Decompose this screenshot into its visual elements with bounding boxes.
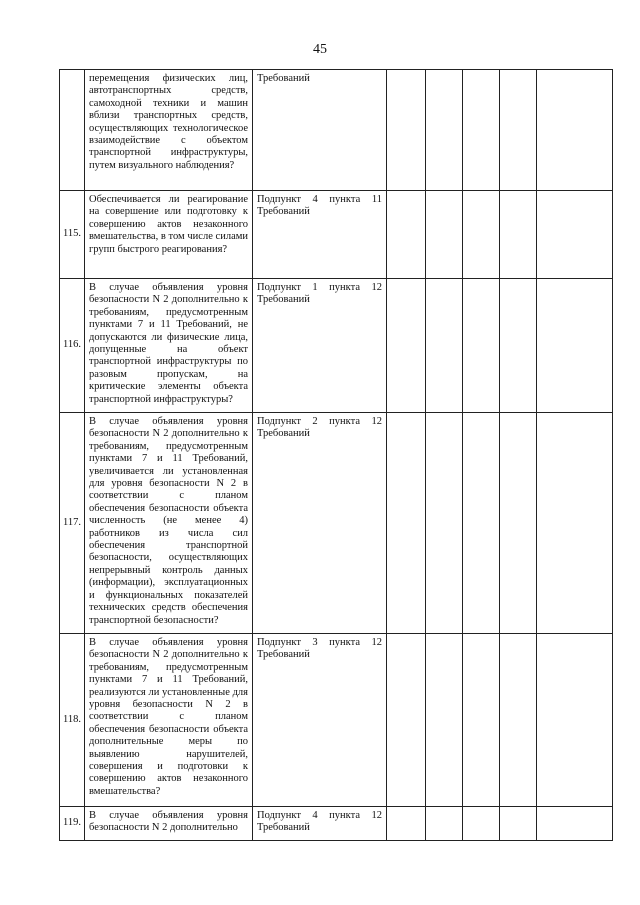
table-row	[60, 70, 613, 191]
reference-cell: Требований	[253, 70, 387, 191]
question-cell: перемещения физических лиц, автотранспортных средств, самоходной техники и машин вблизи транспортных средств, осуществляющих технологическое взаимодействие с объектом транспортной инфраструктуры, путем визуального наблюдения?	[85, 70, 253, 191]
question-cell: В случае объявления уровня безопасности N 2 дополнительно к требованиям, предусмотренным пунктами 7 и 11 Требований, не допускаются ли физические лица, допущенные на объект транспортной инфраструктуры по разовым пропускам, на критические элементы объекта транспортной инфраструктуры?	[85, 279, 253, 413]
notes-cell	[537, 413, 613, 634]
answer-cell	[387, 413, 426, 634]
row-number: 116.	[60, 279, 85, 413]
answer-cell	[426, 70, 463, 191]
row-number: 117.	[60, 413, 85, 634]
table-row	[60, 279, 613, 413]
table-row	[60, 807, 613, 841]
answer-cell	[387, 634, 426, 807]
checklist-table	[59, 69, 613, 841]
row-number	[60, 70, 85, 191]
answer-cell	[387, 70, 426, 191]
notes-cell	[537, 634, 613, 807]
reference-cell: Подпункт 2 пункта 12 Требований	[253, 413, 387, 634]
table-row	[60, 634, 613, 807]
row-number: 119.	[60, 807, 85, 841]
answer-cell	[463, 807, 500, 841]
answer-cell	[463, 413, 500, 634]
answer-cell	[426, 807, 463, 841]
answer-cell	[500, 413, 537, 634]
reference-cell: Подпункт 4 пункта 11 Требований	[253, 191, 387, 279]
answer-cell	[387, 279, 426, 413]
answer-cell	[500, 70, 537, 191]
reference-cell: Подпункт 1 пункта 12 Требований	[253, 279, 387, 413]
answer-cell	[387, 807, 426, 841]
question-cell: В случае объявления уровня безопасности N 2 дополнительно к требованиям, предусмотренным пунктами 7 и 11 Требований, реализуются ли установленные для уровня безопасности N 2 в соответствии с планом обеспечения безопасности объекта дополнительные меры по выявлению нарушителей, совершения и подготовки к совершению актов незаконного вмешательства?	[85, 634, 253, 807]
answer-cell	[387, 191, 426, 279]
answer-cell	[463, 279, 500, 413]
answer-cell	[426, 634, 463, 807]
row-number: 115.	[60, 191, 85, 279]
reference-cell: Подпункт 4 пункта 12 Требований	[253, 807, 387, 841]
answer-cell	[500, 191, 537, 279]
answer-cell	[500, 279, 537, 413]
question-cell: В случае объявления уровня безопасности N 2 дополнительно к требованиям, предусмотренным пунктами 7 и 11 Требований, увеличивается ли установленная для уровня безопасности N 2 в соответствии с планом обеспечения безопасности объекта численность (не менее 4) работников из числа сил обеспечения транспортной безопасности, осуществляющих непрерывный контроль данных (информации), эксплуатационных и функциональных показателей технических средств обеспечения транспортной безопасности?	[85, 413, 253, 634]
answer-cell	[463, 191, 500, 279]
question-cell: В случае объявления уровня безопасности N 2 дополнительно	[85, 807, 253, 841]
table-row	[60, 413, 613, 634]
row-number: 118.	[60, 634, 85, 807]
answer-cell	[500, 807, 537, 841]
question-cell: Обеспечивается ли реагирование на совершение или подготовку к совершению актов незаконного вмешательства, в том числе силами групп быстрого реагирования?	[85, 191, 253, 279]
notes-cell	[537, 279, 613, 413]
reference-cell: Подпункт 3 пункта 12 Требований	[253, 634, 387, 807]
answer-cell	[463, 634, 500, 807]
notes-cell	[537, 70, 613, 191]
notes-cell	[537, 191, 613, 279]
answer-cell	[463, 70, 500, 191]
page-number: 45	[313, 42, 327, 57]
answer-cell	[500, 634, 537, 807]
table-row	[60, 191, 613, 279]
answer-cell	[426, 279, 463, 413]
answer-cell	[426, 413, 463, 634]
notes-cell	[537, 807, 613, 841]
answer-cell	[426, 191, 463, 279]
